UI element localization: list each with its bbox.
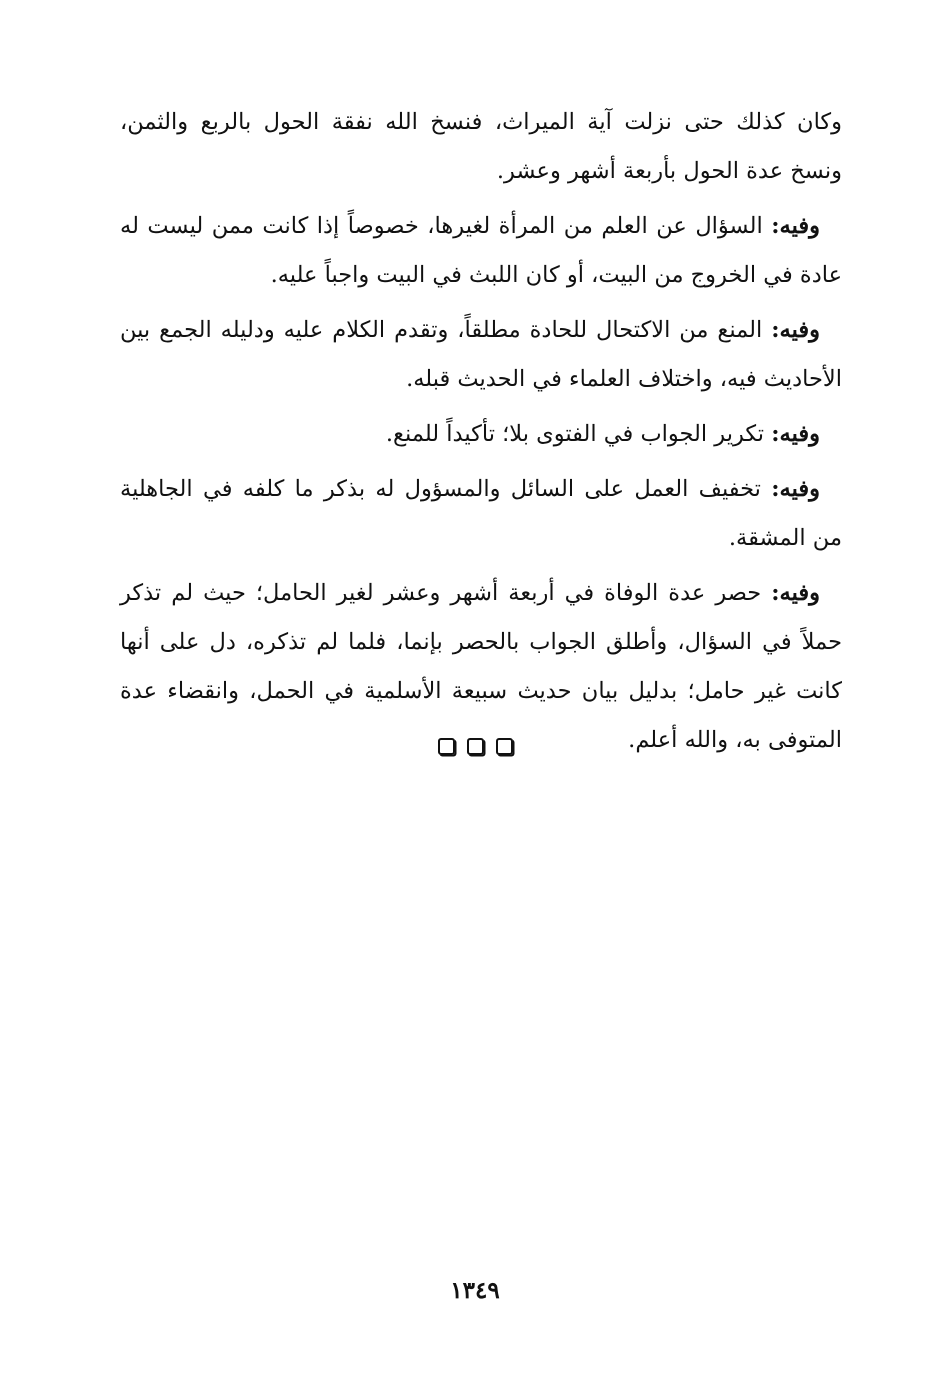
paragraph-lead: وفيه: (771, 476, 820, 502)
paragraph-text: وكان كذلك حتى نزلت آية الميراث، فنسخ الله نفقة الحول بالربع والثمن، ونسخ عدة الحول بأربعة أشهر وعشر. (120, 109, 842, 184)
paragraph-text: السؤال عن العلم من المرأة لغيرها، خصوصاً إذا كانت ممن ليست له عادة في الخروج من البيت، أو كان اللبث في البيت واجباً عليه. (120, 213, 842, 288)
body-text (120, 98, 842, 771)
paragraph-lead: وفيه: (771, 213, 820, 239)
divider-square-icon (438, 738, 455, 755)
paragraph-item (120, 569, 842, 765)
paragraph-item (120, 465, 842, 563)
paragraph-lead: وفيه: (771, 317, 820, 343)
paragraph-intro (120, 98, 842, 196)
paragraph-text: حصر عدة الوفاة في أربعة أشهر وعشر لغير الحامل؛ حيث لم تذكر حملاً في السؤال، وأطلق الجواب بالحصر بإنما، فلما لم تذكره، دل على أنها كانت غير حامل؛ بدليل بيان حديث سبيعة الأسلمية في الحمل، وانقضاء عدة المتوفى به، والله أعلم. (120, 580, 842, 753)
paragraph-text: تخفيف العمل على السائل والمسؤول له بذكر ما كلفه في الجاهلية من المشقة. (120, 476, 842, 551)
paragraph-item (120, 306, 842, 404)
page-number: ١٣٤٩ (450, 1277, 500, 1304)
divider-square-icon (467, 738, 484, 755)
paragraph-lead: وفيه: (771, 580, 820, 606)
paragraph-text: تكرير الجواب في الفتوى بلا؛ تأكيداً للمنع. (385, 421, 772, 447)
paragraph-text: المنع من الاكتحال للحادة مطلقاً، وتقدم الكلام عليه ودليله الجمع بين الأحاديث فيه، واختلاف العلماء في الحديث قبله. (120, 317, 842, 392)
paragraph-item (120, 410, 842, 459)
paragraph-lead: وفيه: (771, 421, 820, 447)
divider-square-icon (496, 738, 513, 755)
paragraph-item (120, 202, 842, 300)
section-divider (0, 738, 950, 755)
